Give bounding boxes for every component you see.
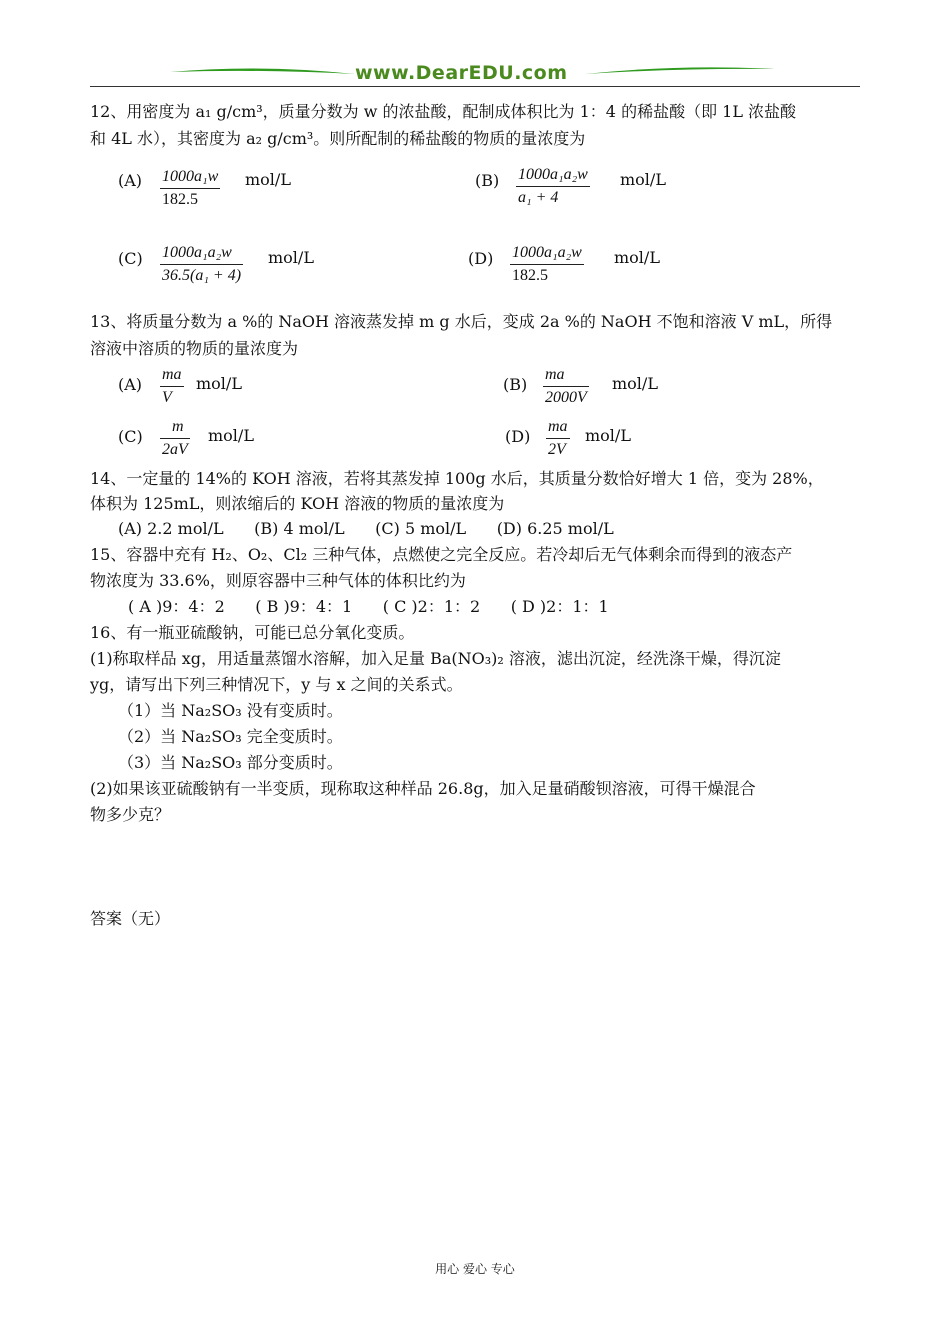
q16-line2: (1)称取样品 xg，用适量蒸馏水溶解，加入足量 Ba(NO₃)₂ 溶液，滤出沉淀，经洗涤干燥，得沉淀 xyxy=(90,649,781,668)
q13-d-label: (D) xyxy=(505,427,531,446)
q12-b-unit: mol/L xyxy=(620,170,666,189)
q13-c-fraction: m 2aV xyxy=(162,418,188,458)
q12-b-label: (B) xyxy=(475,171,500,190)
q12-a-label: (A) xyxy=(118,171,143,190)
q14-line1: 14、一定量的 14%的 KOH 溶液，若将其蒸发掉 100g 水后，其质量分数恰好增大 1 倍，变为 28%， xyxy=(90,469,824,488)
q13-line2: 溶液中溶质的物质的量浓度为 xyxy=(90,339,299,358)
q14-line2: 体积为 125mL，则浓缩后的 KOH 溶液的物质的量浓度为 xyxy=(90,494,505,513)
q13-b-fraction: ma 2000V xyxy=(545,366,587,406)
q12-d-label: (D) xyxy=(468,249,494,268)
q13-b-label: (B) xyxy=(503,375,528,394)
q15-line2: 物浓度为 33.6%，则原容器中三种气体的体积比约为 xyxy=(90,571,466,590)
q15-options: ( A )9：4：2 ( B )9：4：1 ( C )2：1：2 ( D )2：1：1 xyxy=(128,597,609,616)
q12-c-fraction: 1000a₁a₂w 36.5(a₁ + 4) xyxy=(162,244,242,284)
q13-d-fraction: ma 2V xyxy=(548,418,568,458)
q13-a-label: (A) xyxy=(118,375,143,394)
page-footer: 用心 爱心 专心 xyxy=(435,1262,515,1276)
q12-d-fraction: 1000a₁a₂w 182.5 xyxy=(512,244,582,284)
q16-line5: 物多少克？ xyxy=(90,805,171,824)
q13-c-label: (C) xyxy=(118,427,143,446)
header-rule xyxy=(90,86,860,87)
q16-line3: yg，请写出下列三种情况下，y 与 x 之间的关系式。 xyxy=(90,675,463,694)
q12-a-fraction: 1000a₁w 182.5 xyxy=(162,168,219,208)
q16-case1: （1）当 Na₂SO₃ 没有变质时。 xyxy=(118,701,343,720)
answer-text: 答案（无） xyxy=(90,909,171,928)
q12-a-unit: mol/L xyxy=(245,170,291,189)
q14-options: (A) 2.2 mol/L (B) 4 mol/L (C) 5 mol/L (D) 6.25 mol/L xyxy=(118,519,614,538)
q16-line4: (2)如果该亚硫酸钠有一半变质，现称取这种样品 26.8g，加入足量硝酸钡溶液，可得干燥混合 xyxy=(90,779,756,798)
q13-d-unit: mol/L xyxy=(585,426,631,445)
site-logo: www.DearEDU.com xyxy=(355,62,568,84)
q13-line1: 13、将质量分数为 a %的 NaOH 溶液蒸发掉 m g 水后，变成 2a %的 NaOH 不饱和溶液 V mL，所得 xyxy=(90,312,833,331)
q12-c-label: (C) xyxy=(118,249,143,268)
q12-c-unit: mol/L xyxy=(268,248,314,267)
q13-c-unit: mol/L xyxy=(208,426,254,445)
q13-b-unit: mol/L xyxy=(612,374,658,393)
q12-d-unit: mol/L xyxy=(614,248,660,267)
q12-b-fraction: 1000a₁a₂w a₁ + 4 xyxy=(518,166,588,206)
q13-a-unit: mol/L xyxy=(196,374,242,393)
q16-line1: 16、有一瓶亚硫酸钠，可能已总分氧化变质。 xyxy=(90,623,415,642)
q15-line1: 15、容器中充有 H₂、O₂、Cl₂ 三种气体，点燃使之完全反应。若冷却后无气体剩余而得到的液态产 xyxy=(90,545,793,564)
q12-line1: 12、用密度为 a₁ g/cm³，质量分数为 w 的浓盐酸，配制成体积比为 1：4 的稀盐酸（即 1L 浓盐酸 xyxy=(90,102,797,121)
q12-line2: 和 4L 水），其密度为 a₂ g/cm³。则所配制的稀盐酸的物质的量浓度为 xyxy=(90,129,586,148)
q13-a-fraction: ma V xyxy=(162,366,182,406)
q16-case3: （3）当 Na₂SO₃ 部分变质时。 xyxy=(118,753,343,772)
q16-case2: （2）当 Na₂SO₃ 完全变质时。 xyxy=(118,727,343,746)
